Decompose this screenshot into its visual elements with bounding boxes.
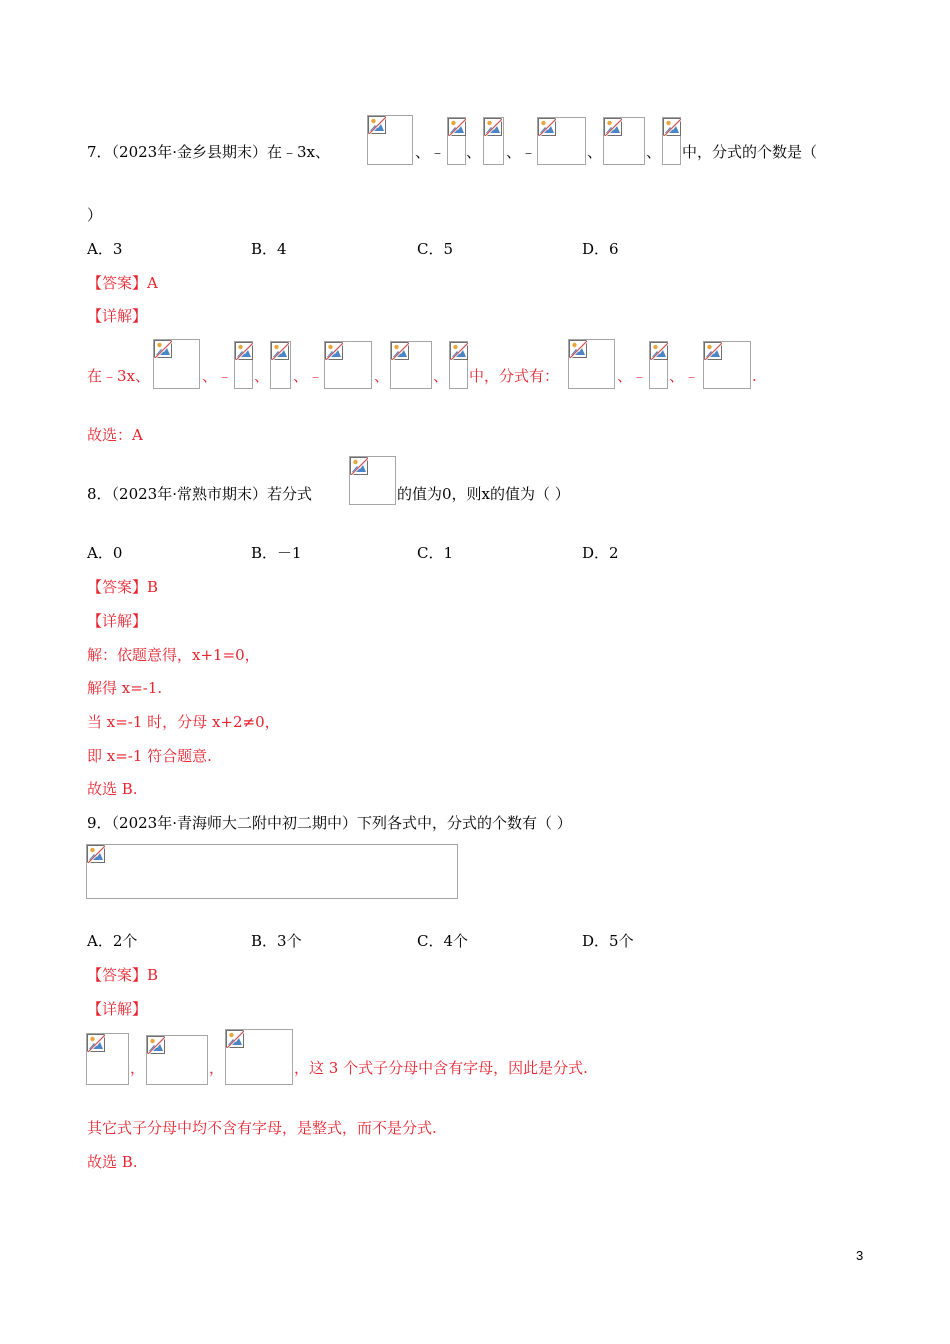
q7-sep-5: 、 xyxy=(646,143,662,161)
broken-image-icon xyxy=(87,845,105,863)
q7-option-d: D．6 xyxy=(582,240,619,258)
q7-sep-3: 、﹣ xyxy=(506,143,537,161)
q8-option-d: D．2 xyxy=(582,544,619,562)
q9-option-a: A．2个 xyxy=(87,932,138,950)
broken-image-icon xyxy=(569,340,587,358)
q7-formula-6 xyxy=(662,117,681,165)
broken-image-icon xyxy=(325,342,343,360)
q7-detail-formula-4 xyxy=(324,341,372,389)
q8-formula xyxy=(349,456,396,505)
broken-image-icon xyxy=(350,457,368,475)
broken-image-icon xyxy=(650,342,668,360)
q9-stem: 9．（2023年·青海师大二附中初二期中）下列各式中，分式的个数有（ ） xyxy=(87,814,572,832)
q7-option-b: B．4 xyxy=(251,240,287,258)
q9-detail-formula-2 xyxy=(146,1035,208,1085)
q7-formula-3 xyxy=(483,117,504,165)
q7-detail-mid: 中，分式有： xyxy=(469,367,560,385)
q8-option-c: C．1 xyxy=(417,544,454,562)
q7-conclusion: 故选：A xyxy=(87,426,143,444)
q8-option-b: B．－1 xyxy=(251,544,302,562)
q7-formula-4 xyxy=(537,117,586,165)
q7-detail-sep-3: 、﹣ xyxy=(293,367,324,385)
q7-detail-label: 【详解】 xyxy=(87,307,148,325)
q8-option-a: A．0 xyxy=(87,544,123,562)
q7-answer: 【答案】A xyxy=(87,274,158,292)
q7-detail-prefix: 在﹣3x、 xyxy=(87,367,151,385)
broken-image-icon xyxy=(154,340,172,358)
page-number: 3 xyxy=(856,1248,864,1263)
broken-image-icon xyxy=(704,342,722,360)
broken-image-icon xyxy=(271,342,289,360)
q7-option-a: A．3 xyxy=(87,240,123,258)
q8-step-3: 当 x=-1 时，分母 x+2≠0， xyxy=(87,713,280,731)
broken-image-icon xyxy=(450,342,468,360)
q7-detail-formula-6 xyxy=(449,341,468,389)
broken-image-icon xyxy=(391,342,409,360)
q7-detail-formula-7 xyxy=(568,339,615,389)
q7-detail-sep-1: 、﹣ xyxy=(202,367,233,385)
broken-image-icon xyxy=(604,118,622,136)
q8-step-5: 故选 B. xyxy=(87,780,138,798)
q7-detail-formula-5 xyxy=(390,341,432,389)
q7-option-c: C．5 xyxy=(417,240,454,258)
q7-detail-formula-8 xyxy=(649,341,668,389)
q9-detail-sep-2: ， xyxy=(209,1059,225,1077)
q7-detail-formula-2 xyxy=(234,341,253,389)
q8-stem-prefix: 8．（2023年·常熟市期末）若分式 xyxy=(87,485,312,503)
q8-answer: 【答案】B xyxy=(87,578,159,596)
q9-option-d: D．5个 xyxy=(582,932,634,950)
q9-option-b: B．3个 xyxy=(251,932,302,950)
q9-detail-line-2: 其它式子分母中均不含有字母，是整式，而不是分式. xyxy=(87,1119,437,1137)
broken-image-icon xyxy=(368,116,386,134)
broken-image-icon xyxy=(484,118,502,136)
q7-detail-sep-4: 、 xyxy=(374,367,390,385)
q7-stem-close: ） xyxy=(87,206,103,224)
q7-detail-formula-1 xyxy=(153,339,200,389)
q8-stem-suffix: 的值为0，则x的值为（ ） xyxy=(397,485,570,503)
q7-sep-4: 、 xyxy=(587,143,603,161)
q7-detail-sep-7: 、﹣ xyxy=(669,367,700,385)
q9-answer: 【答案】B xyxy=(87,966,159,984)
q7-detail-sep-2: 、 xyxy=(254,367,270,385)
q9-detail-line1-suffix: ，这 3 个式子分母中含有字母，因此是分式. xyxy=(294,1059,588,1077)
q9-detail-label: 【详解】 xyxy=(87,1000,148,1018)
q8-step-2: 解得 x=-1. xyxy=(87,679,163,697)
q7-sep-2: 、 xyxy=(466,143,482,161)
broken-image-icon xyxy=(663,118,681,136)
q7-formula-2 xyxy=(447,117,466,165)
q7-stem-prefix: 7．（2023年·金乡县期末）在﹣3x、 xyxy=(87,143,330,161)
q8-detail-label: 【详解】 xyxy=(87,612,148,630)
broken-image-icon xyxy=(538,118,556,136)
q7-stem xyxy=(87,142,330,162)
q9-detail-formula-1 xyxy=(86,1033,129,1085)
broken-image-icon xyxy=(235,342,253,360)
broken-image-icon xyxy=(147,1036,165,1054)
q7-stem-suffix: 中，分式的个数是（ xyxy=(682,143,818,161)
q9-detail-sep-1: ， xyxy=(130,1059,146,1077)
q9-option-c: C．4个 xyxy=(417,932,469,950)
q7-formula-1 xyxy=(367,115,413,165)
q7-detail-formula-3 xyxy=(270,341,291,389)
q7-sep-1: 、﹣ xyxy=(415,143,446,161)
q9-conclusion: 故选 B. xyxy=(87,1153,138,1171)
q7-detail-formula-9 xyxy=(703,341,751,389)
q7-formula-5 xyxy=(603,117,645,165)
broken-image-icon xyxy=(226,1030,244,1048)
q7-detail-sep-6: 、﹣ xyxy=(617,367,648,385)
broken-image-icon xyxy=(448,118,466,136)
q7-detail-sep-5: 、 xyxy=(433,367,449,385)
broken-image-icon xyxy=(87,1034,105,1052)
q7-detail-end: . xyxy=(752,367,757,385)
q8-step-1: 解：依题意得，x+1=0， xyxy=(87,646,260,664)
q9-expressions-image xyxy=(86,844,458,899)
q8-step-4: 即 x=-1 符合题意. xyxy=(87,747,212,765)
q9-detail-formula-3 xyxy=(225,1029,293,1085)
